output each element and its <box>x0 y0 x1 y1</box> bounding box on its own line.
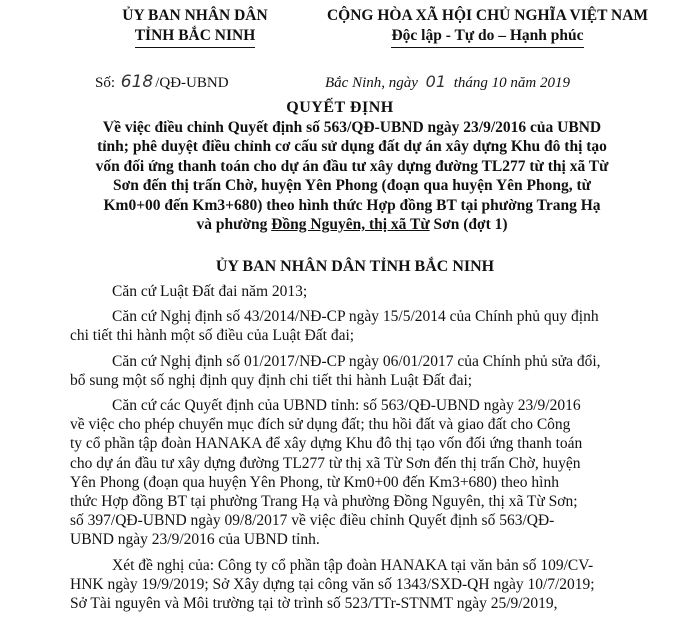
paragraph-line: ty cổ phần tập đoàn HANAKA để xây dựng Khu đô thị tạo vốn đối ứng thanh toán <box>70 435 583 453</box>
subject-last-underlined: Đồng Nguyên, thị xã Từ <box>271 216 430 234</box>
doc-number-suffix: /QĐ-UBND <box>155 75 229 91</box>
paragraph-line: chi tiết thi hành một số điều của Luật Đất đai; <box>70 327 355 345</box>
issuing-authority-header <box>60 6 330 48</box>
subject-line: Sơn đến thị trấn Chờ, huyện Yên Phong (đoạn qua huyện Yên Phong, từ <box>113 177 591 195</box>
date-prefix: Bắc Ninh, ngày <box>325 75 418 91</box>
paragraph-line: bổ sung một số nghị định quy định chi tiết thi hành Luật Đất đai; <box>70 371 473 389</box>
paragraph-line: UBND ngày 23/9/2016 của UBND tỉnh. <box>70 531 320 549</box>
paragraph-line: về việc cho phép chuyển mục đích sử dụng đất; thu hồi đất và giao đất cho Công <box>70 416 571 434</box>
paragraph-line: HNK ngày 19/9/2019; Sở Xây dựng tại công văn số 1343/SXD-QH ngày 10/7/2019; <box>70 575 595 593</box>
national-motto: Độc lập - Tự do – Hạnh phúc <box>391 26 583 48</box>
document-body <box>70 282 650 619</box>
authority-heading: ỦY BAN NHÂN DÂN TỈNH BẮC NINH <box>215 258 495 275</box>
authority-line-2: TỈNH BẮC NINH <box>135 26 256 48</box>
doc-number-handwritten: 618 <box>120 72 154 92</box>
paragraph-line: Căn cứ các Quyết định của UBND tỉnh: số 563/QĐ-UBND ngày 23/9/2016 <box>112 397 581 415</box>
paragraph-line: Yên Phong (đoạn qua huyện Yên Phong, từ Km0+00 đến Km3+680) theo hình <box>70 473 559 491</box>
paragraph-line: số 397/QĐ-UBND ngày 09/8/2017 về việc điều chỉnh Quyết định số 563/QĐ- <box>70 512 555 530</box>
document-number <box>95 72 229 92</box>
paragraph-legal-basis-2 <box>70 307 650 345</box>
date-suffix: tháng 10 năm 2019 <box>453 75 571 91</box>
subject-line: tỉnh; phê duyệt điều chỉnh cơ cấu sử dụng đất dự án xây dựng Khu đô thị tạo <box>97 138 607 156</box>
paragraph-legal-basis-1 <box>70 282 650 301</box>
document-title: QUYẾT ĐỊNH <box>286 99 394 116</box>
subject-last-after: Sơn (đợt 1) <box>429 216 508 234</box>
document-subject <box>72 118 632 234</box>
paragraph-proposal <box>70 556 650 614</box>
paragraph-legal-basis-3 <box>70 352 650 390</box>
subject-line: Km0+00 đến Km3+680) theo hình thức Hợp đồng BT tại phường Trang Hạ <box>103 196 601 214</box>
paragraph-line: Căn cứ Nghị định số 43/2014/NĐ-CP ngày 15/5/2014 của Chính phủ quy định <box>112 308 599 326</box>
subject-line-last <box>72 215 632 234</box>
authority-line-1: ỦY BAN NHÂN DÂN <box>122 7 268 24</box>
doc-number-prefix: Số: <box>95 75 116 91</box>
paragraph-line: Xét đề nghị của: Công ty cổ phần tập đoàn HANAKA tại văn bản số 109/CV- <box>112 556 594 574</box>
country-name: CỘNG HÒA XÃ HỘI CHỦ NGHĨA VIỆT NAM <box>326 7 649 24</box>
paragraph-legal-basis-4 <box>70 396 650 550</box>
date-day-handwritten: 01 <box>425 72 447 91</box>
document-date <box>325 72 570 92</box>
paragraph-line: Căn cứ Luật Đất đai năm 2013; <box>112 283 308 300</box>
subject-line: Về việc điều chỉnh Quyết định số 563/QĐ-UBND ngày 23/9/2016 của UBND <box>102 119 602 136</box>
paragraph-line: Sở Tài nguyên và Môi trường tại tờ trình số 523/TTr-STNMT ngày 25/9/2019, <box>70 595 558 613</box>
national-motto-header <box>295 6 680 48</box>
paragraph-line: cho dự án đầu tư xây dựng đường TL277 từ thị xã Từ Sơn đến thị trấn Chờ, huyện <box>70 454 581 472</box>
subject-line: vốn đối ứng thanh toán cho dự án đầu tư xây dựng đường TL277 từ thị xã Từ <box>95 157 609 175</box>
subject-last-before: và phường <box>196 216 272 234</box>
paragraph-line: thức Hợp đồng BT tại phường Trang Hạ và phường Đồng Nguyên, thị xã Từ Sơn; <box>70 493 578 511</box>
paragraph-line: Căn cứ Nghị định số 01/2017/NĐ-CP ngày 06/01/2017 của Chính phủ sửa đổi, <box>112 352 601 370</box>
